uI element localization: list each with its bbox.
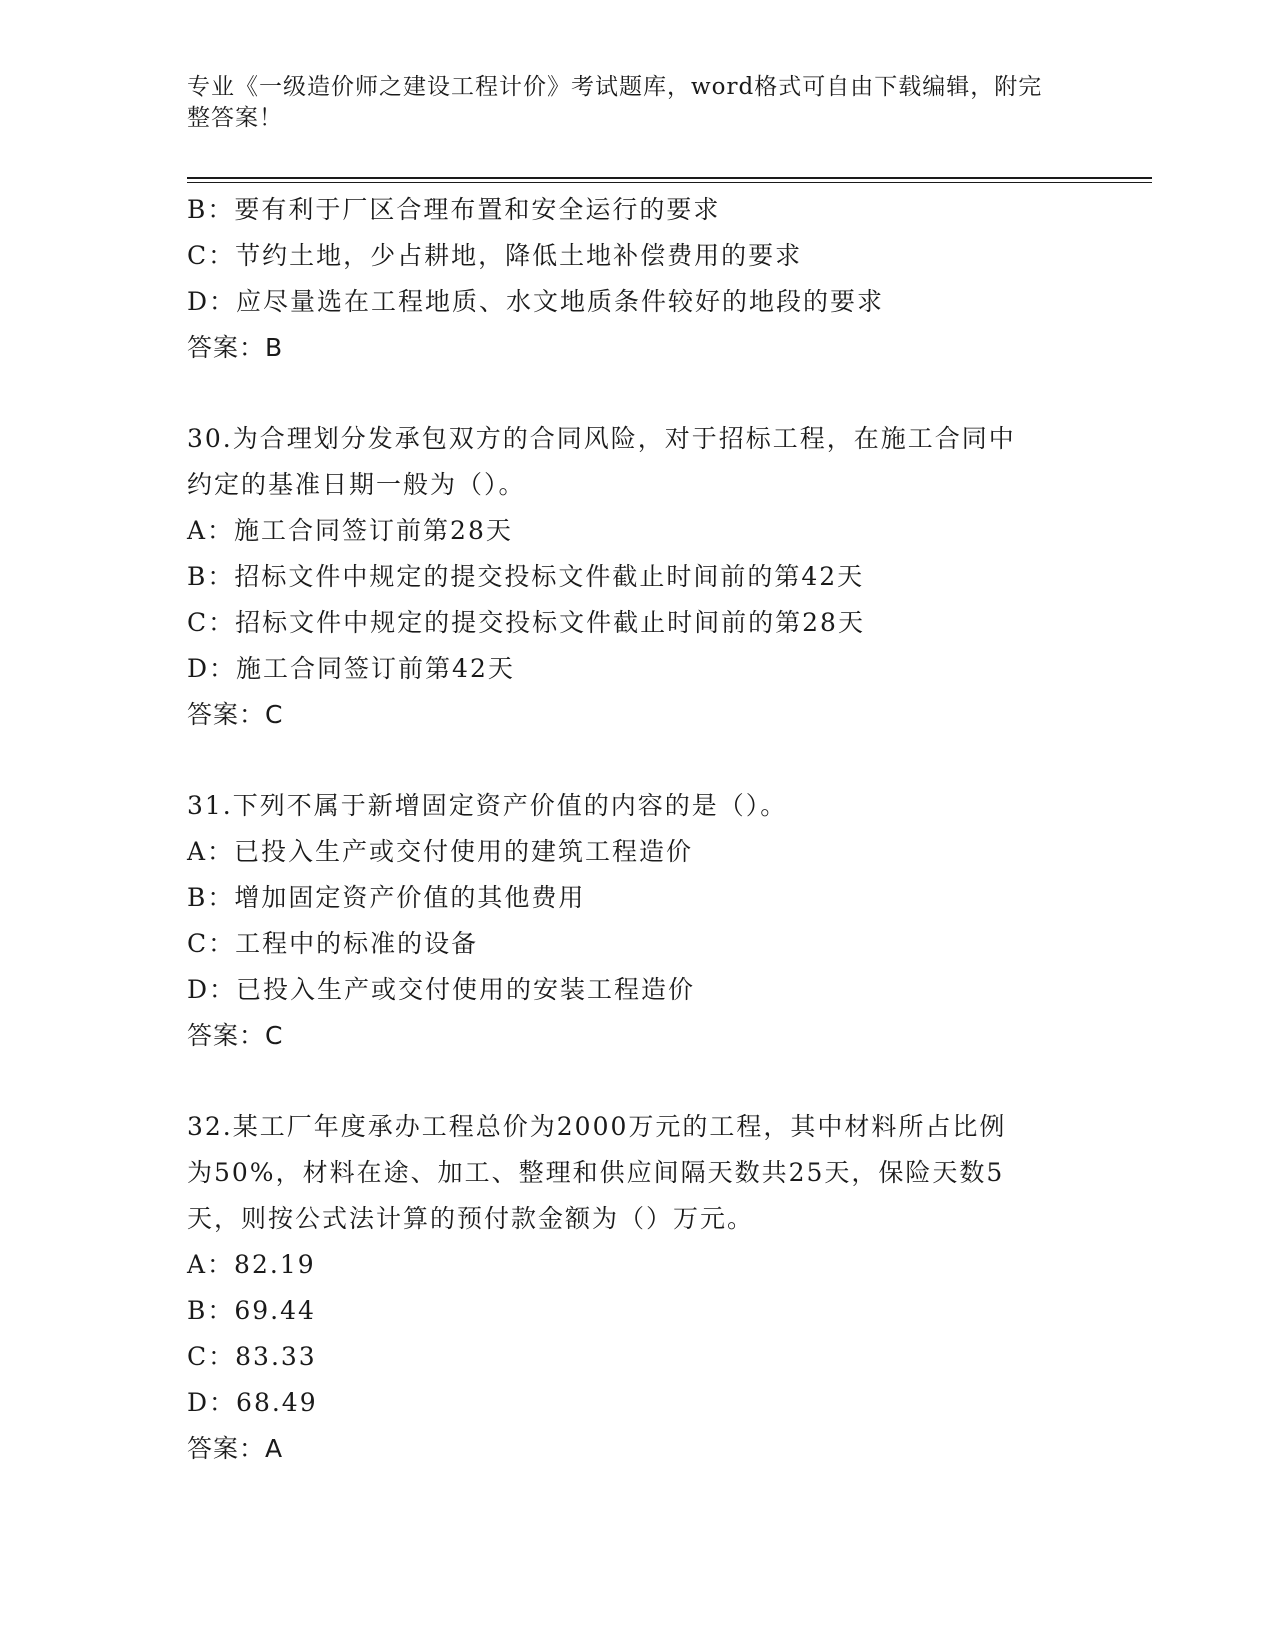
option-b: B：增加固定资产价值的其他费用 <box>187 883 586 912</box>
option-d: D：已投入生产或交付使用的安装工程造价 <box>187 975 696 1004</box>
option-d: D：68.49 <box>187 1388 318 1417</box>
question-stem-line: 30.为合理划分发承包双方的合同风险，对于招标工程，在施工合同中 <box>187 424 1016 453</box>
question-stem-line: 31.下列不属于新增固定资产价值的内容的是（）。 <box>187 791 788 820</box>
question-block-32 <box>187 1104 1087 1472</box>
spacer <box>187 371 1087 416</box>
question-stem-line: 天，则按公式法计算的预付款金额为（）万元。 <box>187 1204 755 1233</box>
question-list <box>187 187 1087 1472</box>
answer-line: 答案：C <box>187 700 284 729</box>
option-c: C：83.33 <box>187 1342 317 1371</box>
option-d: D：应尽量选在工程地质、水文地质条件较好的地段的要求 <box>187 287 885 316</box>
question-block-31 <box>187 783 1087 1059</box>
spacer <box>187 1059 1087 1104</box>
question-stem-line: 为50%，材料在途、加工、整理和供应间隔天数共25天，保险天数5 <box>187 1158 1005 1187</box>
option-b: B：要有利于厂区合理布置和安全运行的要求 <box>187 195 721 224</box>
answer-line: 答案：B <box>187 333 284 362</box>
answer-line: 答案：C <box>187 1021 284 1050</box>
option-c: C：节约土地，少占耕地，降低土地补偿费用的要求 <box>187 241 803 270</box>
question-block-30 <box>187 416 1087 738</box>
question-stem-line: 32.某工厂年度承办工程总价为2000万元的工程，其中材料所占比例 <box>187 1112 1007 1141</box>
option-a: A：已投入生产或交付使用的建筑工程造价 <box>187 837 694 866</box>
header-divider <box>187 177 1152 183</box>
option-c: C：招标文件中规定的提交投标文件截止时间前的第28天 <box>187 608 865 637</box>
spacer <box>187 738 1087 783</box>
option-a: A：施工合同签订前第28天 <box>187 516 513 545</box>
option-c: C：工程中的标准的设备 <box>187 929 479 958</box>
option-a: A：82.19 <box>187 1250 316 1279</box>
option-b: B：招标文件中规定的提交投标文件截止时间前的第42天 <box>187 562 865 591</box>
question-stem-line: 约定的基准日期一般为（）。 <box>187 470 526 499</box>
page-header <box>187 72 1067 134</box>
option-d: D：施工合同签订前第42天 <box>187 654 515 683</box>
question-block-29 <box>187 187 1087 371</box>
header-line-1: 专业《一级造价师之建设工程计价》考试题库，word格式可自由下载编辑，附完 <box>187 74 1043 100</box>
answer-line: 答案：A <box>187 1434 284 1463</box>
header-line-2: 整答案！ <box>187 105 283 131</box>
option-b: B：69.44 <box>187 1296 316 1325</box>
